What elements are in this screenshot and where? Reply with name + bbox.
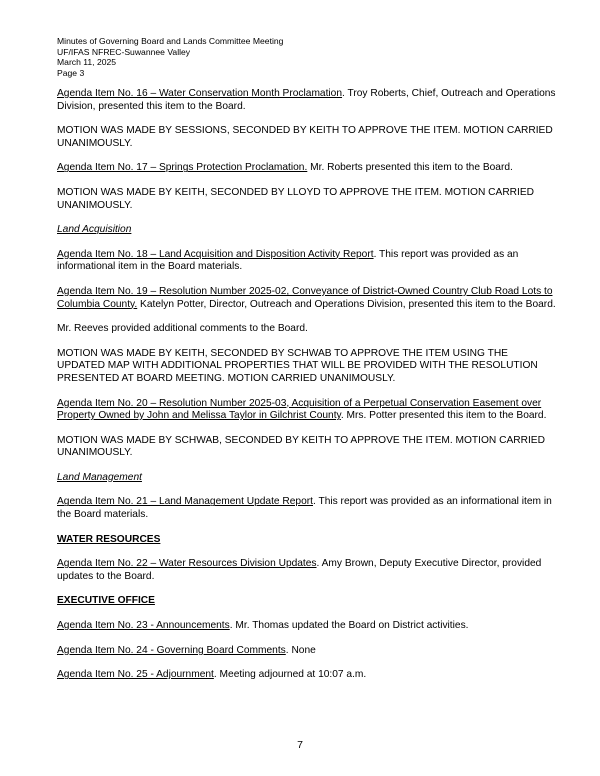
agenda-item-16-text: . Troy Roberts, Chief, Outreach and Operations Division, presented this item to the Board. [57, 88, 556, 112]
agenda-item-20-text: . Mrs. Potter presented this item to the Board. [340, 410, 547, 422]
agenda-item-25-title: Agenda Item No. 25 - Adjournment [57, 669, 214, 681]
agenda-item-21 [57, 496, 557, 521]
header-location: UF/IFAS NFREC-Suwannee Valley [57, 46, 191, 57]
agenda-item-16 [57, 88, 557, 113]
agenda-item-17-text: Mr. Roberts presented this item to the Board. [307, 162, 513, 174]
agenda-item-25 [57, 669, 557, 682]
land-acquisition-subheading: Land Acquisition [57, 224, 132, 236]
agenda-item-24 [57, 645, 557, 658]
agenda-item-22 [57, 558, 557, 583]
water-resources-heading: WATER RESOURCES [57, 533, 161, 545]
minutes-body [57, 88, 557, 682]
land-management-subheading: Land Management [57, 471, 142, 483]
agenda-item-23 [57, 620, 557, 633]
page-number: 7 [297, 739, 303, 751]
page-header [57, 36, 283, 78]
agenda-item-16-title: Agenda Item No. 16 – Water Conservation Month Proclamation [57, 88, 343, 99]
agenda-item-18 [57, 249, 557, 274]
agenda-item-19-text: Katelyn Potter, Director, Outreach and Operations Division, presented this item to the Board. [137, 298, 556, 310]
agenda-item-23-text: . Mr. Thomas updated the Board on District activities. [229, 620, 469, 632]
agenda-item-20 [57, 398, 557, 423]
agenda-item-20-title: Agenda Item No. 20 – Resolution Number 2025-03, Acquisition of a Perpetual Conservation Easement over Property Owned by John and Melissa Taylor in Gilchrist County [57, 397, 542, 422]
agenda-item-21-title: Agenda Item No. 21 – Land Management Update Report [57, 496, 313, 508]
motion-20: MOTION WAS MADE BY SCHWAB, SECONDED BY KEITH TO APPROVE THE ITEM. MOTION CARRIED UNANIMOUSLY. [57, 434, 545, 459]
agenda-item-25-text: . Meeting adjourned at 10:07 a.m. [213, 669, 367, 681]
header-date: March 11, 2025 [57, 57, 117, 68]
agenda-item-18-text: . This report was provided as an informational item in the Board materials. [57, 248, 519, 273]
header-title: Minutes of Governing Board and Lands Committee Meeting [57, 36, 284, 46]
agenda-item-24-title: Agenda Item No. 24 - Governing Board Comments [57, 644, 286, 656]
agenda-item-17-title: Agenda Item No. 17 – Springs Protection Proclamation. [57, 162, 308, 174]
motion-19: MOTION WAS MADE BY KEITH, SECONDED BY SCHWAB TO APPROVE THE ITEM USING THE UPDATED MAP WITH ADDITIONAL PROPERTIES THAT WILL BE PROVIDED WITH THE RESOLUTION PRESENTED AT BOARD MEETING. MOTION CARRIED UNANIMOUSLY. [57, 347, 538, 384]
agenda-item-22-title: Agenda Item No. 22 – Water Resources Division Updates [57, 558, 317, 570]
motion-16: MOTION WAS MADE BY SESSIONS, SECONDED BY KEITH TO APPROVE THE ITEM. MOTION CARRIED UNANIMOUSLY. [57, 125, 553, 149]
executive-office-heading: EXECUTIVE OFFICE [57, 595, 155, 607]
agenda-item-18-title: Agenda Item No. 18 – Land Acquisition and Disposition Activity Report [57, 248, 374, 260]
header-page-label: Page 3 [57, 67, 85, 78]
agenda-item-19 [57, 286, 557, 311]
motion-17: MOTION WAS MADE BY KEITH, SECONDED BY LLOYD TO APPROVE THE ITEM. MOTION CARRIED UNANIMOUSLY. [57, 186, 535, 211]
agenda-item-22-text: . Amy Brown, Deputy Executive Director, provided updates to the Board. [57, 558, 542, 582]
reeves-comments: Mr. Reeves provided additional comments to the Board. [57, 323, 308, 335]
agenda-item-21-text: . This report was provided as an informational item in the Board materials. [57, 496, 552, 521]
agenda-item-24-text: . None [285, 644, 316, 656]
agenda-item-19-title: Agenda Item No. 19 – Resolution Number 2025-02, Conveyance of District-Owned Country Club Road Lots to Columbia County. [57, 285, 553, 310]
agenda-item-17 [57, 162, 557, 175]
agenda-item-23-title: Agenda Item No. 23 - Announcements [57, 620, 230, 632]
